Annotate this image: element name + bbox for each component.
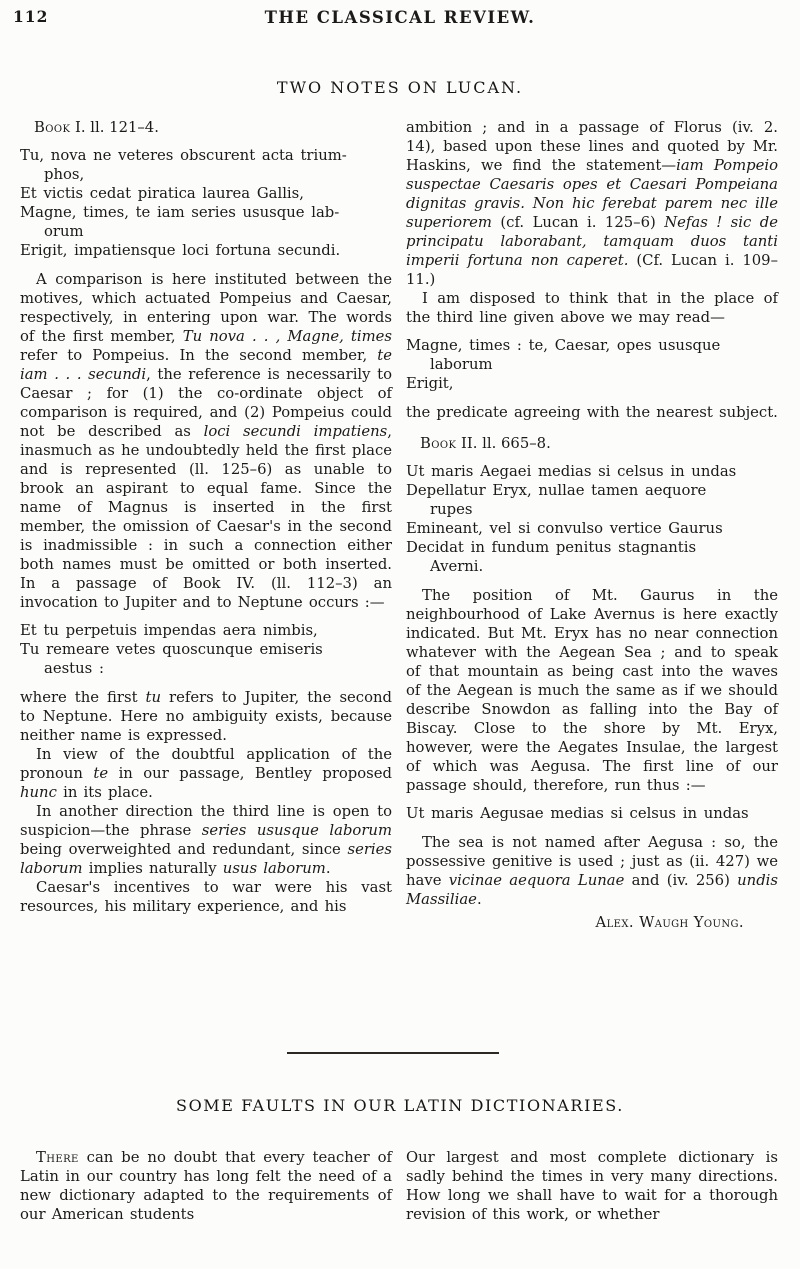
- text-run: (cf. Lucan i. 125–6): [491, 214, 665, 231]
- italic-run: tu: [145, 689, 162, 706]
- verse-line: [406, 519, 778, 538]
- verse-line: [406, 355, 778, 374]
- verse-line: [20, 146, 392, 165]
- italic-run: te: [93, 765, 109, 782]
- text-run: Averni.: [430, 558, 484, 575]
- text-run: (Cf. Lucan i. 109–11.): [406, 252, 778, 288]
- para: [406, 118, 778, 289]
- verse-line: [20, 659, 392, 678]
- text-run: Magne, times, te iam series ususque lab-: [20, 204, 340, 221]
- italic-run: Tu nova . . , Magne, times: [182, 328, 392, 345]
- article1-right-column: [406, 118, 778, 932]
- verse-line: [20, 203, 392, 222]
- text-run: The sea is not named after Aegusa : so, the possessive genitive is used ; just as (ii. 427) we have: [406, 834, 778, 889]
- text-run: Magne, times : te, Caesar, opes ususque: [406, 337, 721, 354]
- para: [20, 688, 392, 745]
- text-run: Tu remeare vetes quoscunque emiseris: [20, 641, 323, 658]
- verse-line: [20, 640, 392, 659]
- article2-left-column: [20, 1148, 392, 1224]
- text-run: laborum: [430, 356, 493, 373]
- article-title-two-notes-on-lucan: TWO NOTES ON LUCAN.: [276, 78, 524, 97]
- text-run: Ut maris Aegusae medias si celsus in undas: [406, 805, 749, 822]
- text-run: orum: [44, 223, 84, 240]
- text-run: I. ll. 121–4.: [70, 119, 159, 136]
- text-run: where the first: [20, 689, 146, 706]
- text-run: Et tu perpetuis impendas aera nimbis,: [20, 622, 318, 639]
- verse-line: [406, 462, 778, 481]
- para: [20, 745, 392, 802]
- italic-run: iam Pompeio suspectae Caesaris opes et Caesari Pompeiana dignitas gravis. Non hic ferebat parem nec ille superiorem: [406, 157, 778, 231]
- journal-title: THE CLASSICAL REVIEW.: [264, 8, 536, 27]
- italic-run: undis Massiliae: [406, 872, 778, 908]
- text-run: Our largest and most complete dictionary is sadly behind the times in very many directions. How long we shall have to wait for a thorough revision of this work, or whether: [406, 1149, 778, 1223]
- text-run: A comparison is here instituted between the motives, which actuated Pompeius and Caesar, respectively, in entering upon war. The words of the first member,: [20, 271, 392, 345]
- text-run: phos,: [44, 166, 85, 183]
- text-run: Tu, nova ne veteres obscurent acta trium-: [20, 147, 347, 164]
- text-run: I am disposed to think that in the place of the third line given above we may read—: [406, 290, 778, 326]
- para: [406, 1148, 778, 1224]
- text-run: and (iv. 256): [624, 872, 738, 889]
- verse-line: [20, 222, 392, 241]
- para: [20, 802, 392, 878]
- text-run: Erigit,: [406, 375, 454, 392]
- text-run: Erigit, impatiensque loci fortuna secundi.: [20, 242, 341, 259]
- italic-run: series laborum: [20, 841, 392, 877]
- text-run: in its place.: [56, 784, 153, 801]
- text-run: ambition ; and in a passage of Florus (iv. 2. 14), based upon these lines and quoted by Mr. Haskins, we find the statement—: [406, 119, 778, 174]
- verse: [406, 336, 778, 393]
- italic-run: te iam . . . secundi: [20, 347, 392, 383]
- para: [406, 403, 778, 422]
- smallcaps-run: Book: [420, 435, 457, 452]
- verse-line: [406, 500, 778, 519]
- text-run: Emineant, vel si convulso vertice Gaurus: [406, 520, 723, 537]
- text-run: can be no doubt that every teacher of Latin in our country has long felt the need of a new dictionary adapted to the requirements of our American students: [20, 1149, 392, 1223]
- italic-run: series ususque laborum: [201, 822, 392, 839]
- para: [406, 833, 778, 909]
- verse: [406, 804, 778, 823]
- verse: [406, 462, 778, 576]
- smallcaps-run: Book: [34, 119, 71, 136]
- text-run: Decidat in fundum penitus stagnantis: [406, 539, 697, 556]
- verse-line: [406, 336, 778, 355]
- para: [20, 878, 392, 916]
- para: [406, 586, 778, 795]
- para: [406, 289, 778, 327]
- text-run: Ut maris Aegaei medias si celsus in undas: [406, 463, 737, 480]
- text-run: refer to Pompeius. In the second member,: [20, 347, 378, 364]
- verse-line: [20, 165, 392, 184]
- verse-line: [406, 481, 778, 500]
- verse-line: [406, 538, 778, 557]
- text-run: refers to Jupiter, the second to Neptune. Here no ambiguity exists, because neither name is expressed.: [20, 689, 392, 744]
- verse-line: [20, 241, 392, 260]
- text-run: II. ll. 665–8.: [456, 435, 551, 452]
- article2-columns: [20, 1148, 778, 1224]
- verse-line: [406, 557, 778, 576]
- verse-line: [20, 621, 392, 640]
- section-divider-rule: [287, 1052, 499, 1054]
- italic-run: loci secundi impatiens: [203, 423, 388, 440]
- smallcaps-run: Alex. Waugh Young.: [595, 914, 744, 931]
- verse: [20, 146, 392, 260]
- text-run: the predicate agreeing with the nearest subject.: [406, 404, 778, 421]
- text-run: The position of Mt. Gaurus in the neighbourhood of Lake Avernus is here exactly indicated. But Mt. Eryx has no near connection whatever with the Aegean Sea ; and to speak of that mountain as being cast into the waves of the Aegean is much the same as if we should describe Snowdon as falling into the Bay of Biscay. Close to the shore by Mt. Eryx, however, were the Aegates Insulae, the largest of which was Aegusa. The first line of our passage should, therefore, run thus :—: [406, 587, 778, 794]
- italic-run: hunc: [20, 784, 57, 801]
- heading: [20, 118, 392, 137]
- para: [20, 1148, 392, 1224]
- text-run: implies naturally: [82, 860, 223, 877]
- text-run: .: [325, 860, 331, 877]
- text-run: Caesar's incentives to war were his vast resources, his military experience, and his: [20, 879, 392, 915]
- verse: [20, 621, 392, 678]
- text-run: , the reference is necessarily to Caesar ; for (1) the co-ordinate object of comparison is required, and (2) Pompeius could not be described as: [20, 366, 392, 440]
- article2-right-column: [406, 1148, 778, 1224]
- verse-line: [406, 804, 778, 823]
- text-run: in our passage, Bentley proposed: [108, 765, 392, 782]
- para: [20, 270, 392, 612]
- verse-line: [406, 374, 778, 393]
- article1-left-column: [20, 118, 392, 932]
- italic-run: Nefas ! sic de principatu laborabant, tamquam duos tanti imperii fortuna non caperet.: [406, 214, 778, 269]
- text-run: being overweighted and redundant, since: [20, 841, 348, 858]
- text-run: In view of the doubtful application of the pronoun: [20, 746, 392, 782]
- article1-columns: [20, 118, 778, 932]
- italic-run: usus laborum: [222, 860, 326, 877]
- text-run: , inasmuch as he undoubtedly held the first place and is represented (ll. 125–6) as unable to brook an aspirant to equal fame. Since the name of Magnus is inserted in the first member, the omission of Caesar's in the second is inadmissible : in such a connection either both names must be omitted or both inserted. In a passage of Book IV. (ll. 112–3) an invocation to Jupiter and to Neptune occurs :—: [20, 423, 392, 611]
- italic-run: vicinae aequora Lunae: [448, 872, 625, 889]
- text-run: Depellatur Eryx, nullae tamen aequore: [406, 482, 707, 499]
- verse-line: [20, 184, 392, 203]
- text-run: In another direction the third line is open to suspicion—the phrase: [20, 803, 392, 839]
- page-number: 112: [13, 7, 49, 26]
- text-run: aestus :: [44, 660, 104, 677]
- article-title-some-faults-latin-dictionaries: SOME FAULTS IN OUR LATIN DICTIONARIES.: [176, 1096, 624, 1115]
- heading: [406, 434, 778, 453]
- text-run: rupes: [430, 501, 473, 518]
- text-run: .: [476, 891, 482, 908]
- signature: [406, 913, 778, 932]
- smallcaps-run: There: [36, 1149, 79, 1166]
- text-run: Et victis cedat piratica laurea Gallis,: [20, 185, 304, 202]
